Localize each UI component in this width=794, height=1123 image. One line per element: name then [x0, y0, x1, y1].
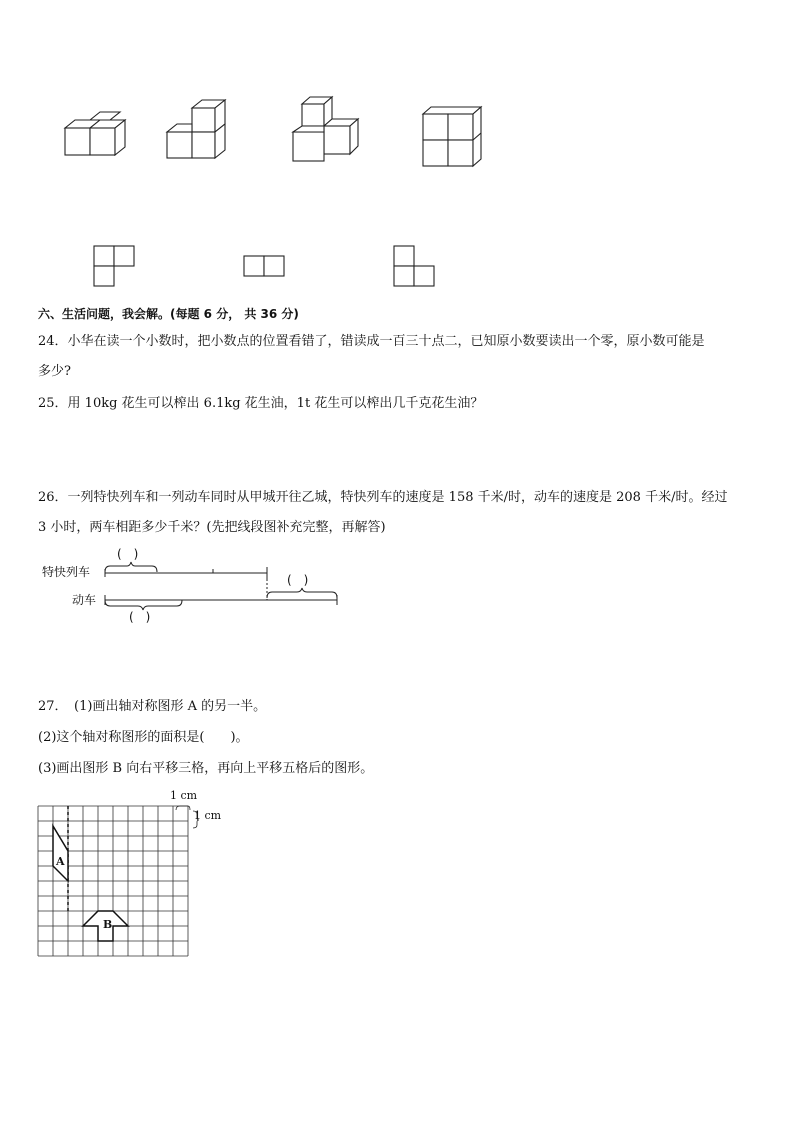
unit-label-right: 1 cm: [194, 809, 222, 822]
question-24-line1: 24．小华在读一个小数时，把小数点的位置看错了，错读成一百三十点二，已知原小数要读出一个零，原小数可能是: [38, 334, 705, 349]
question-26-line2: 3 小时，两车相距多少千米？(先把线段图补充完整，再解答): [38, 520, 386, 535]
blank-top: ( ): [117, 547, 139, 561]
view-shape-3: [393, 245, 438, 290]
question-27-line2: (2)这个轴对称图形的面积是( )。: [38, 730, 249, 745]
blank-bottom: ( ): [129, 610, 151, 624]
cube-figure-4: [418, 104, 488, 170]
cube-figure-2: [162, 98, 232, 162]
question-26-line1: 26．一列特快列车和一列动车同时从甲城开往乙城，特快列车的速度是 158 千米/时，动车的速度是 208 千米/时。经过: [38, 490, 728, 505]
figure-a-label: A: [56, 855, 65, 868]
view-shape-2: [243, 255, 288, 280]
blank-right: ( ): [287, 573, 309, 587]
unit-label-top: 1 cm: [170, 789, 198, 802]
question-25: 25．用 10kg 花生可以榨出 6.1kg 花生油，1t 花生可以榨出几千克花生油？: [38, 396, 484, 411]
figure-b-label: B: [103, 918, 113, 931]
square-grid: [38, 806, 198, 964]
segment-diagram: [100, 560, 345, 610]
section-heading: 六、生活问题，我会解。(每题 6 分， 共 36 分): [38, 307, 299, 321]
view-shape-1: [93, 245, 138, 290]
label-emu-train: 动车: [72, 593, 97, 607]
cube-figure-1: [60, 108, 130, 160]
question-27-line1: 27． (1)画出轴对称图形 A 的另一半。: [38, 699, 267, 714]
label-express-train: 特快列车: [42, 565, 91, 579]
question-24-line2: 多少?: [38, 364, 71, 379]
question-27-line3: (3)画出图形 B 向右平移三格，再向上平移五格后的图形。: [38, 761, 374, 776]
cube-figure-3: [290, 94, 365, 164]
